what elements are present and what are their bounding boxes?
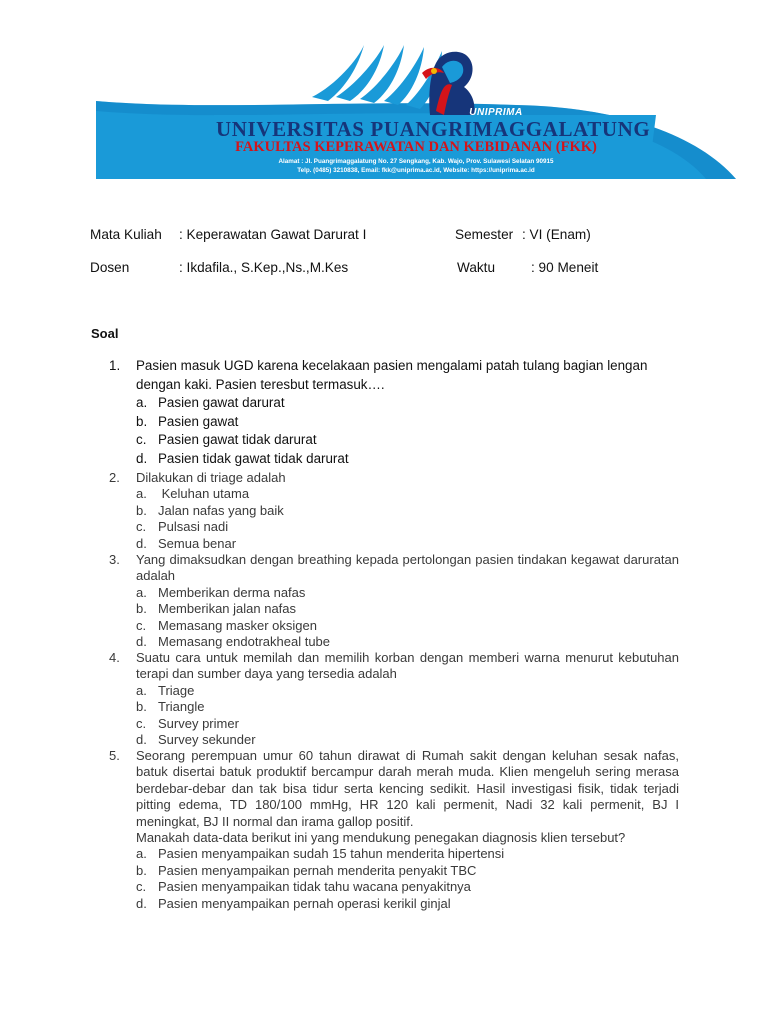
course-label: Mata Kuliah xyxy=(90,227,162,242)
option-text: Pasien menyampaikan pernah operasi kerikil ginjal xyxy=(158,895,451,911)
option-letter: d. xyxy=(136,450,148,466)
option-item xyxy=(136,486,679,502)
option-text: Pasien tidak gawat tidak darurat xyxy=(158,450,349,466)
option-item xyxy=(136,618,679,634)
question-item xyxy=(109,552,679,650)
option-letter: c. xyxy=(136,432,147,447)
option-text: Pulsasi nadi xyxy=(158,519,229,535)
option-text: Jalan nafas yang baik xyxy=(158,502,284,518)
question-number: 2. xyxy=(109,470,120,485)
time-label: Waktu xyxy=(457,260,496,275)
option-item xyxy=(136,585,679,601)
option-item xyxy=(136,503,679,519)
option-letter: b. xyxy=(136,699,147,715)
option-text: Memberikan jalan nafas xyxy=(158,601,297,617)
option-letter: b. xyxy=(136,862,147,878)
option-text: Survey primer xyxy=(158,715,239,731)
option-letter: c. xyxy=(136,879,147,895)
option-item xyxy=(136,431,679,450)
option-letter: c. xyxy=(136,715,147,731)
option-letter: a. xyxy=(136,486,147,502)
option-letter: b. xyxy=(136,413,148,429)
question-text: Pasien masuk UGD karena kecelakaan pasien mengalami patah tulang bagian lengan dengan kaki. Pasien teresbut termasuk…. xyxy=(136,358,648,392)
option-text: Pasien gawat darurat xyxy=(158,395,285,410)
option-text: Pasien menyampaikan pernah menderita penyakit TBC xyxy=(158,862,477,878)
option-text: Pasien gawat tidak darurat xyxy=(158,432,317,447)
option-list xyxy=(136,683,679,749)
option-text: Memasang masker oksigen xyxy=(158,617,317,633)
option-letter: a. xyxy=(136,682,147,698)
option-item xyxy=(136,863,679,879)
question-number: 5. xyxy=(109,748,120,763)
option-text: Survey sekunder xyxy=(158,731,256,747)
option-list xyxy=(136,394,679,468)
question-case: Seorang perempuan umur 60 tahun dirawat di Rumah sakit dengan keluhan sesak nafas, batuk disertai batuk produktif bercampur darah merah muda. Klien mengeluh sering merasa berdebar-debar dan tak bisa tidur serta kencing sedikit. Hasil investigasi fisik, tidak terjadi pitting edema, TD 180/100 mmHg, HR 120 kali permenit, Nadi 32 kali permenit, BJ I meningkat, BJ II normal dan irama gallop positif. xyxy=(136,748,679,829)
option-list xyxy=(136,585,679,651)
option-list xyxy=(136,846,679,912)
option-text: Pasien menyampaikan tidak tahu wacana penyakitnya xyxy=(158,879,471,895)
lecturer-value: : Ikdafila., S.Kep.,Ns.,M.Kes xyxy=(179,260,349,275)
option-item xyxy=(136,450,679,469)
option-letter: a. xyxy=(136,846,147,862)
option-letter: a. xyxy=(136,395,148,410)
option-letter: c. xyxy=(136,519,147,535)
option-item xyxy=(136,634,679,650)
university-name: UNIVERSITAS PUANGRIMAGGALATUNG xyxy=(216,117,651,141)
contact-line: Telp. (0485) 3210838, Email: fkk@uniprima.ac.id, Website: https://uniprima.ac.id xyxy=(297,167,535,174)
question-number: 3. xyxy=(109,552,120,567)
address-line: Alamat : Jl. Puangrimaggalatung No. 27 Sengkang, Kab. Wajo, Prov. Sulawesi Selatan 90915 xyxy=(278,158,554,165)
lecturer-label: Dosen xyxy=(90,260,130,275)
letterhead xyxy=(96,45,736,181)
question-prompt: Manakah data-data berikut ini yang mendukung penegakan diagnosis klien tersebut? xyxy=(136,830,626,846)
course-value: : Keperawatan Gawat Darurat I xyxy=(179,227,367,242)
option-letter: c. xyxy=(136,617,147,633)
option-letter: d. xyxy=(136,731,147,747)
option-text: Pasien menyampaikan sudah 15 tahun menderita hipertensi xyxy=(158,846,505,862)
option-item xyxy=(136,413,679,432)
option-letter: b. xyxy=(136,601,147,617)
option-item xyxy=(136,732,679,748)
option-item xyxy=(136,879,679,895)
option-item xyxy=(136,394,679,413)
question-text: Dilakukan di triage adalah xyxy=(136,470,286,485)
question-number: 1. xyxy=(109,358,121,373)
logo-wordmark: UNIPRIMA xyxy=(469,107,523,118)
option-letter: a. xyxy=(136,584,147,600)
option-list xyxy=(136,486,679,552)
question-text: Yang dimaksudkan dengan breathing kepada pertolongan pasien tindakan kegawat daruratan adalah xyxy=(136,552,679,584)
option-text: Memasang endotrakheal tube xyxy=(158,633,331,649)
question-item xyxy=(109,748,679,918)
option-item xyxy=(136,519,679,535)
question-number: 4. xyxy=(109,650,120,665)
section-title: Soal xyxy=(91,326,119,341)
option-letter: d. xyxy=(136,633,147,649)
option-text: Pasien gawat xyxy=(158,413,239,429)
question-item xyxy=(109,470,679,552)
option-letter: d. xyxy=(136,895,147,911)
option-letter: b. xyxy=(136,502,147,518)
question-item xyxy=(109,650,679,748)
option-item xyxy=(136,536,679,552)
time-value: : 90 Meneit xyxy=(531,260,599,275)
option-text: Triangle xyxy=(158,699,205,715)
faculty-name: FAKULTAS KEPERAWATAN DAN KEBIDANAN (FKK) xyxy=(235,139,597,155)
option-text: Triage xyxy=(158,682,195,698)
option-item xyxy=(136,699,679,715)
option-text: Semua benar xyxy=(158,535,237,551)
option-letter: d. xyxy=(136,535,147,551)
option-item xyxy=(136,846,679,862)
semester-value: : VI (Enam) xyxy=(522,227,591,242)
semester-label: Semester xyxy=(455,227,514,242)
question-text: Suatu cara untuk memilah dan memilih korban dengan memberi warna menurut kebutuhan terapi dan sumber daya yang tersedia adalah xyxy=(136,650,679,682)
option-text: Keluhan utama xyxy=(158,486,250,502)
option-item xyxy=(136,601,679,617)
option-item xyxy=(136,683,679,699)
option-item xyxy=(136,716,679,732)
question-text xyxy=(136,748,679,846)
option-text: Memberikan derma nafas xyxy=(158,584,306,600)
question-item xyxy=(109,357,679,469)
option-item xyxy=(136,896,679,912)
